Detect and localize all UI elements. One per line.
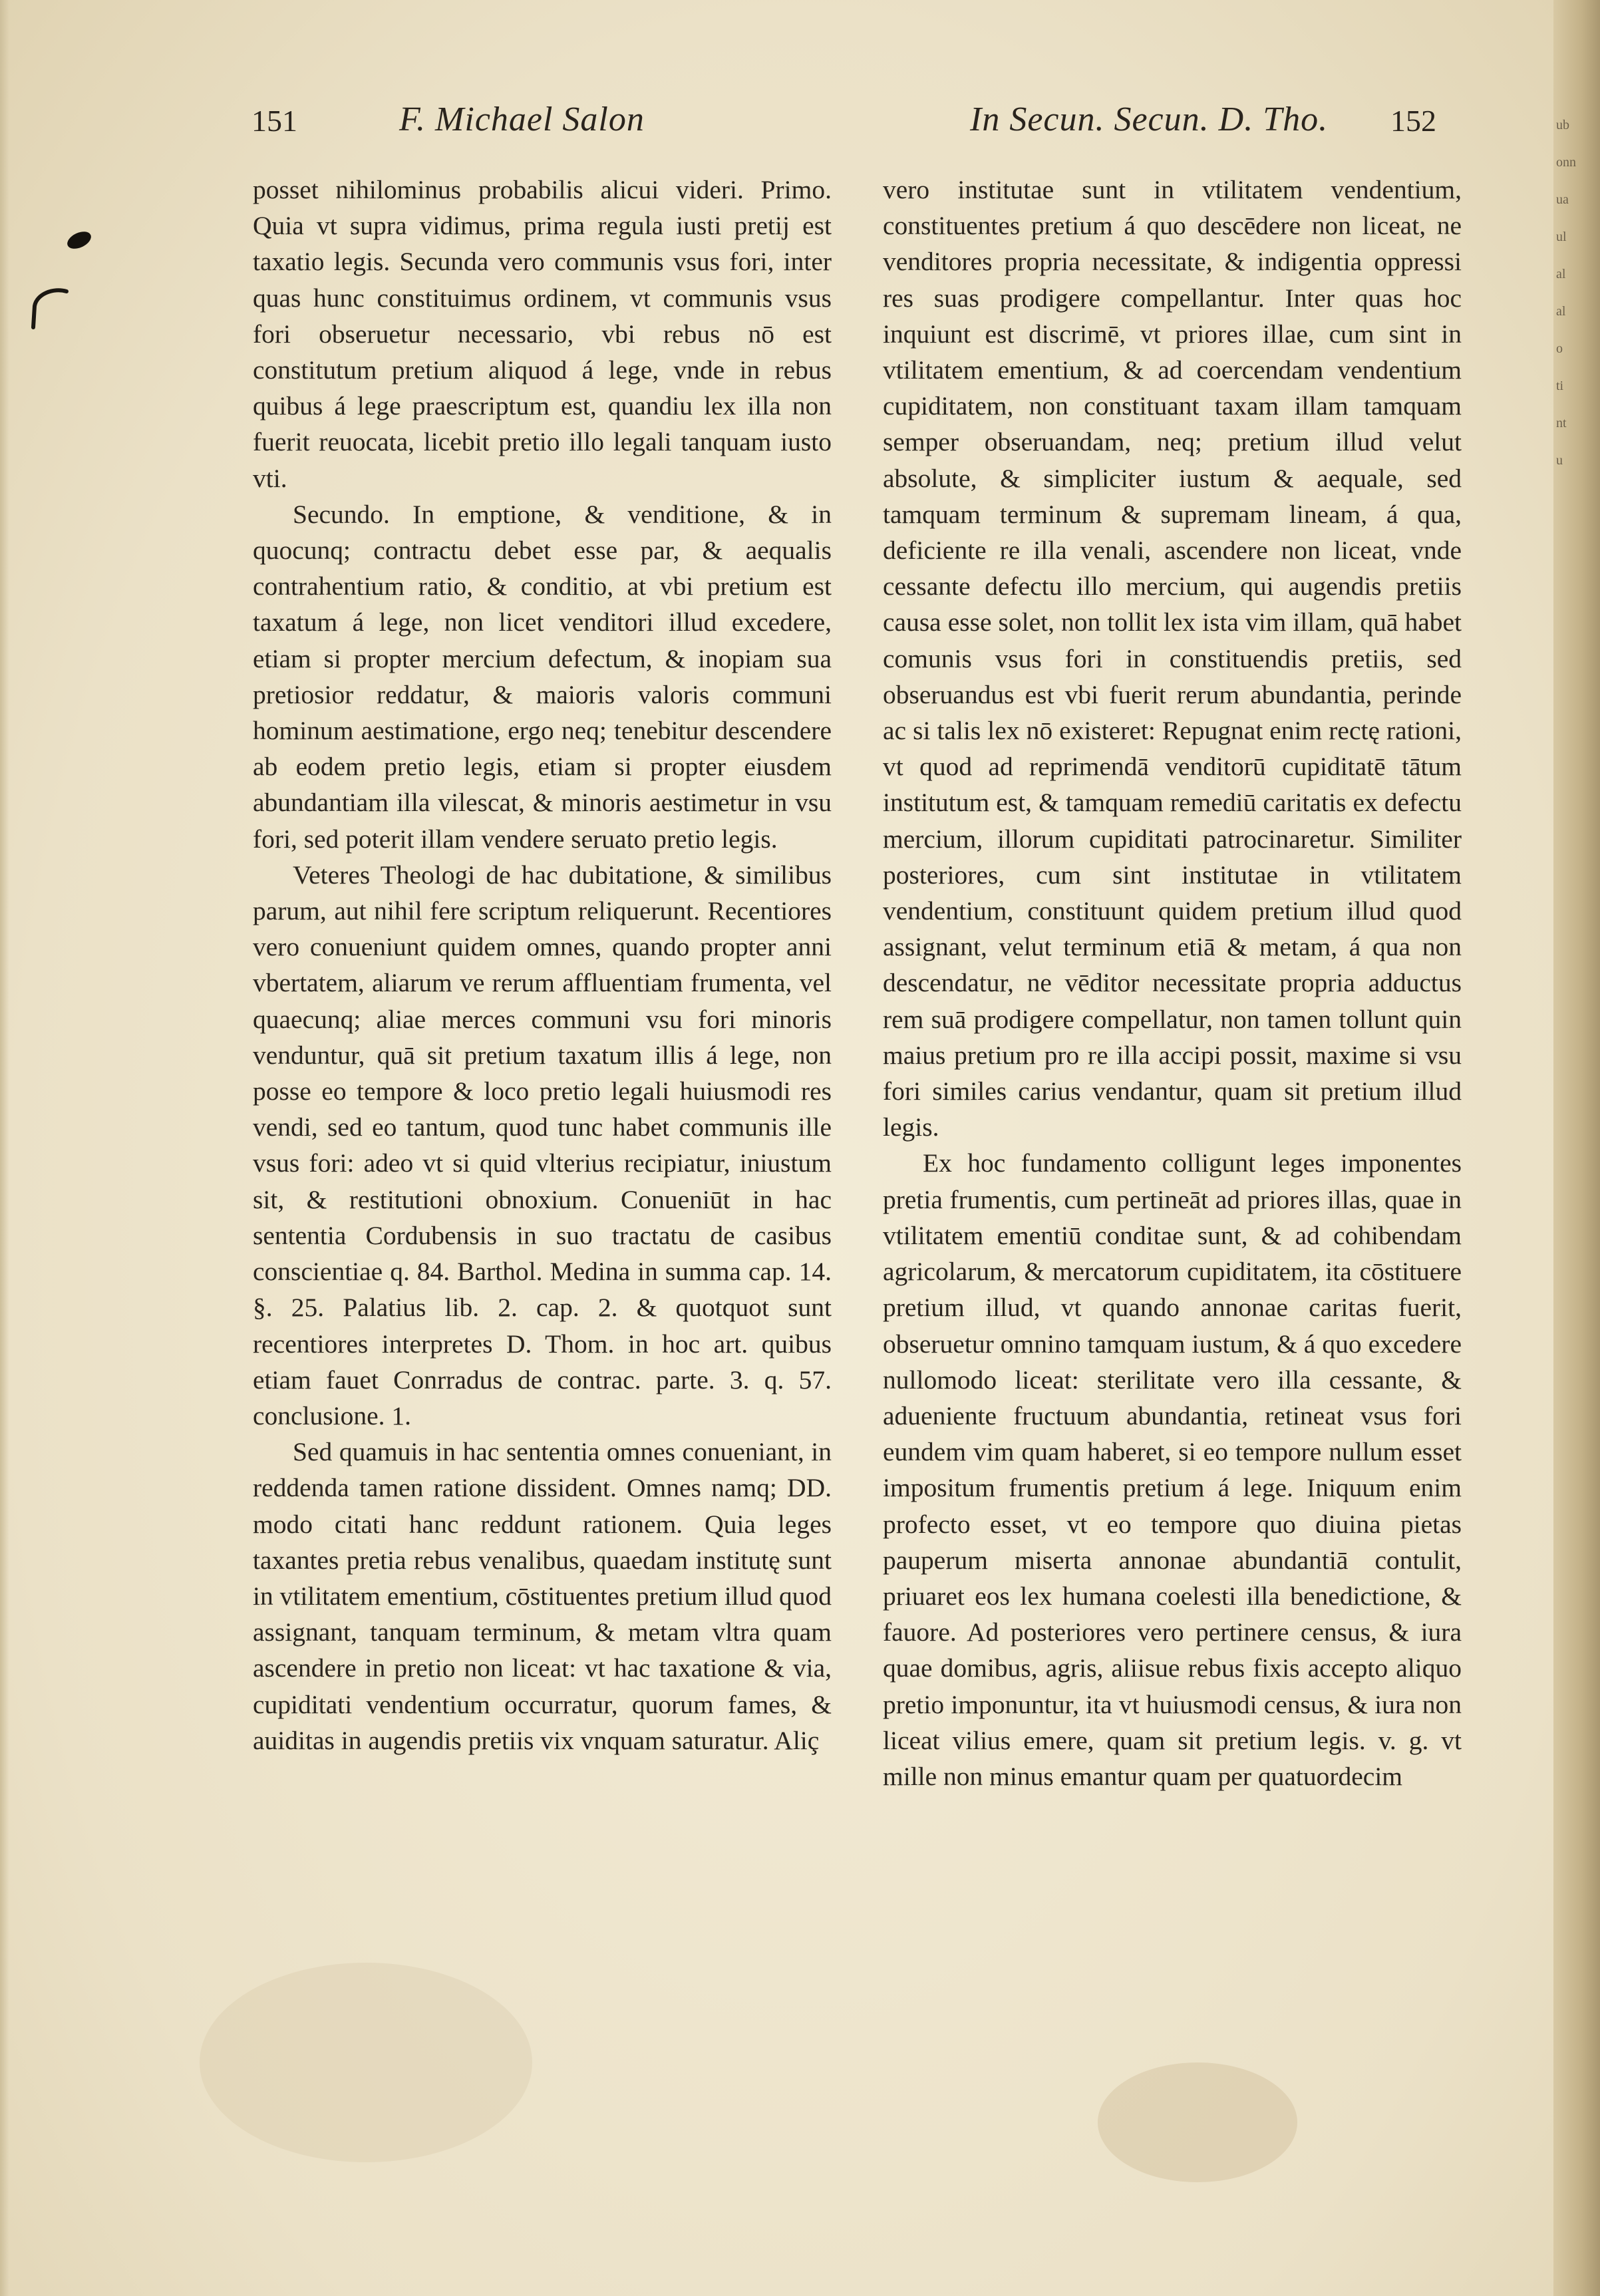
right-running-title: In Secun. Secun. D. Tho.: [970, 100, 1329, 138]
bleed-fragment: o: [1556, 341, 1563, 356]
paragraph: posset nihilominus probabilis alicui videri. Primo. Quia vt supra vidimus, prima regula iusti pretij est taxatio legis. Secunda vero communis vsus fori, inter quas hunc constituimus ordinem, vt communis vsus fori obseruetur necessario, vbi rebus nō est constitutum pretium aliquod á lege, vnde in rebus quibus á lege praescriptum est, quandiu lex illa non fuerit reuocata, licebit pretio illo legali tanquam iusto vti.: [253, 175, 832, 493]
bleed-fragment: u: [1556, 453, 1563, 468]
paragraph: Ex hoc fundamento colligunt leges imponentes pretia frumentis, cum pertineāt ad priores illas, quae in vtilitatem ementiū conditae sunt, & ad cohibendam agricolarum, & mercatorum cupiditatem, ita cōstituere pretium illud, vt quando annonae caritas fuerit, obseruetur omnino tamquam iustum, & á quo excedere nullomodo liceat: sterilitate vero illa cessante, & adueniente fructuum abundantia, retineat vsus fori eundem vim quam haberet, si eo tempore nullum esset impositum frumentis pretium á lege. Iniquum enim profecto esset, vt eo tempore quo diuina pietas pauperum miserta annonae abundantiā contulit, priuaret eos lex humana coelesti illa benedictione, & fauore. Ad posteriores vero pertinere census, & iura quae domibus, agris, aliisue rebus fixis accepto aliquo pretio imponuntur, ita vt huiusmodi census, & iura non liceat vilius emere, quam sit pretium legis. v. g. vt mille non minus emantur quam per quatuordecim: [883, 1148, 1462, 1791]
page-left-edge: [0, 0, 9, 2296]
bleed-fragment: onn: [1556, 155, 1576, 170]
bleed-fragment: al: [1556, 304, 1566, 319]
paragraph: Veteres Theologi de hac dubitatione, & similibus parum, aut nihil fere scriptum reliquerunt. Recentiores vero conueniunt quidem omnes, quando propter anni vbertatem, aliarum ve rerum affluentiam frumenta, vel quaecunq; aliae merces communi vsu fori minoris venduntur, quā sit pretium taxatum illis á lege, non posse eo tempore & loco pretio legali huiusmodi res vendi, sed eo tantum, quod tunc habet communis ille vsus fori: adeo vt si quid vlterius recipiatur, iniustum sit, & restitutioni obnoxium. Conueniūt in hac sententia Cordubensis in suo tractatu de casibus conscientiae q. 84. Barthol. Medina in summa cap. 14. §. 25. Palatius lib. 2. cap. 2. & quotquot sunt recentiores interpretes D. Thom. in hoc art. quibus etiam fauet Conrradus de contrac. parte. 3. q. 57. conclusione. 1.: [253, 860, 832, 1430]
right-page-number: 152: [1390, 104, 1436, 138]
bleed-fragment: al: [1556, 267, 1566, 281]
bleed-fragment: ub: [1556, 118, 1569, 132]
right-text-column: [883, 172, 1462, 1794]
left-text-column: [253, 172, 832, 1758]
left-page-number: 151: [251, 104, 297, 138]
bleed-fragment: ua: [1556, 192, 1569, 207]
bleed-fragment: nt: [1556, 416, 1567, 430]
paragraph: Secundo. In emptione, & venditione, & in quocunq; contractu debet esse par, & aequalis contrahentium ratio, & conditio, at vbi pretium est taxatum á lege, non licet venditori illud excedere, etiam si propter mercium defectum, & inopiam sua pretiosior reddatur, & maioris valoris communi hominum aestimatione, ergo neq; tenebitur descendere ab eodem pretio legis, etiam si propter eiusdem abundantiam illa vilescat, & minoris aestimetur in vsu fori, sed poterit illam vendere seruato pretio legis.: [253, 499, 832, 854]
pen-mark-icon: [27, 286, 73, 333]
paper-stain: [200, 1963, 532, 2162]
paper-stain: [1098, 2062, 1297, 2182]
bleed-through-margin: [1556, 106, 1596, 479]
paragraph: vero institutae sunt in vtilitatem vendentium, constituentes pretium á quo descēdere non liceat, ne venditores propria necessitate, & indigentia oppressi res suas prodigere compellantur. Inter quas hoc inquiunt est discrimē, vt priores illae, cum sint in vtilitatem ementium, & ad coercendam vendentium cupiditatem, non constituant taxam illam tamquam semper obseruandam, neq; pretium illud velut absolute, & simpliciter iustum & aequale, sed tamquam terminum & supremam lineam, á qua, deficiente re illa venali, ascendere non liceat, vnde cessante defectu illo mercium, qui augendis pretiis causa esse solet, non tollit lex ista vim illam, quā habet comunis vsus fori in constituendis pretiis, sed obseruandus est vbi fuerit rerum abundantia, perinde ac si talis lex nō existeret: Repugnat enim rectę rationi, vt quod ad reprimendā venditorū cupiditatē tātum institutum est, & tamquam remediū caritatis ex defectu mercium, illorum cupiditati patrocinaretur. Similiter posteriores, cum sint institutae in vtilitatem vendentium, constituunt quidem pretium illud quod assignant, velut terminum etiā & metam, á qua non descendatur, ne vēditor necessitate propria adductus rem suā prodigere compellatur, non tamen tollunt quin maius pretium pro re illa accipi possit, maxime si vsu fori similes carius vendantur, quam sit pretium illud legis.: [883, 175, 1462, 1142]
paragraph: Sed quamuis in hac sententia omnes conueniant, in reddenda tamen ratione dissident. Omnes namq; DD. modo citati hanc reddunt rationem. Quia leges taxantes pretia rebus venalibus, quaedam institutę sunt in vtilitatem ementium, cōstituentes pretium illud quod assignant, tanquam terminum, & metam vltra quam ascendere in pretio non liceat: vt hac taxatione & via, cupiditati vendentium occurratur, quorum fames, & auiditas in augendis pretiis vix vnquam saturatur. Aliç: [253, 1437, 832, 1755]
bleed-fragment: ti: [1556, 379, 1564, 393]
left-running-title: F. Michael Salon: [399, 100, 645, 138]
bleed-fragment: ul: [1556, 230, 1567, 244]
